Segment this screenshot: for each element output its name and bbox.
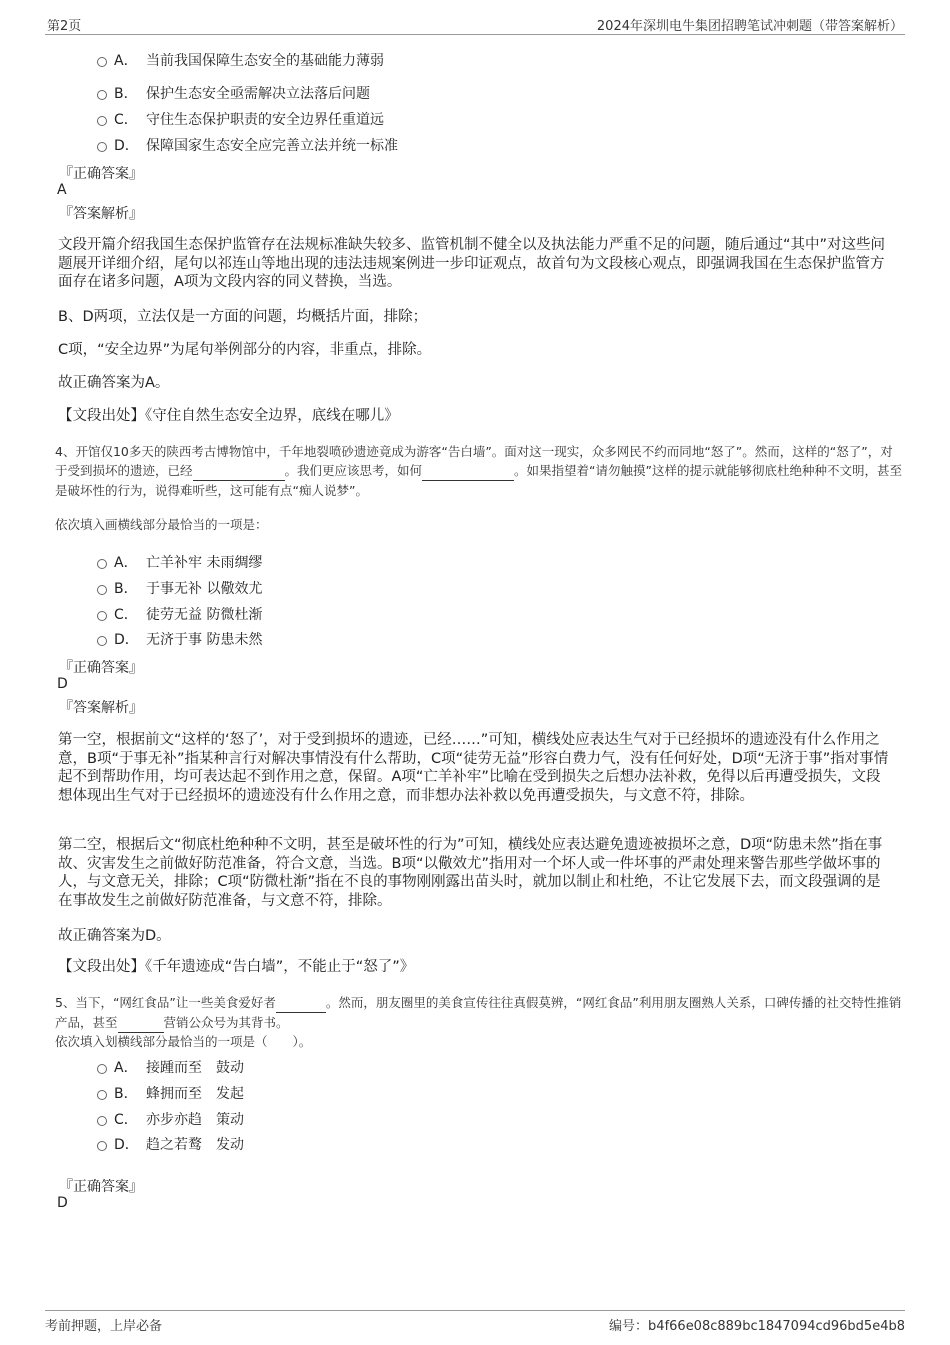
option-text: 保障国家生态安全应完善立法并统一标准 <box>146 138 398 154</box>
q3-option-d[interactable]: D． 保障国家生态安全应完善立法并统一标准 <box>97 135 398 155</box>
option-text: 守住生态保护职责的安全边界任重道远 <box>146 112 384 128</box>
q3-option-a[interactable]: A． 当前我国保障生态安全的基础能力薄弱 <box>97 50 384 70</box>
q4-option-d[interactable]: D． 无济于事 防患未然 <box>97 629 262 649</box>
q3-option-b[interactable]: B． 保护生态安全亟需解决立法落后问题 <box>97 83 370 103</box>
radio-button-icon[interactable] <box>97 90 107 100</box>
option-text: 徒劳无益 防微杜渐 <box>146 607 263 623</box>
q4-source: 【文段出处】《千年遗迹成“告白墙”，不能止于“怒了”》 <box>58 959 415 975</box>
fill-blank[interactable] <box>276 993 326 1013</box>
q3-answer: A <box>57 182 67 198</box>
q5-option-c[interactable]: C． 亦步亦趋 策动 <box>97 1109 244 1129</box>
radio-button-icon[interactable] <box>97 116 107 126</box>
q3-analysis-paragraph: C项，“安全边界”为尾句举例部分的内容，非重点，排除。 <box>58 342 432 358</box>
radio-button-icon[interactable] <box>97 1116 107 1126</box>
option-text: 保护生态安全亟需解决立法落后问题 <box>146 86 370 102</box>
radio-button-icon[interactable] <box>97 559 107 569</box>
q5-prompt: 依次填入划横线部分最恰当的一项是（ ）。 <box>55 1034 312 1049</box>
radio-button-icon[interactable] <box>97 1064 107 1074</box>
page-footer <box>45 1310 905 1337</box>
footer-slogan: 考前押题，上岸必备 <box>45 1319 163 1334</box>
q4-option-c[interactable]: C． 徒劳无益 防微杜渐 <box>97 604 262 624</box>
fill-blank[interactable] <box>422 461 514 481</box>
q4-analysis-label: 『答案解析』 <box>59 700 143 716</box>
document-title: 2024年深圳电牛集团招聘笔试冲刺题（带答案解析） <box>596 19 903 34</box>
radio-button-icon[interactable] <box>97 611 107 621</box>
q4-analysis-paragraph: 第一空，根据前文“这样的‘怒了’，对于受到损坏的遗迹，已经……”可知，横线处应表达生气对于已经损坏的遗迹没有什么作用之意，B项“于事无补”指某种言行对解决事情没有什么帮助，C项“徒劳无益”形容白费力气，没有任何好处，D项“无济于事”指对事情起不到帮助作用，均可表达起不到作用之意，保留。A项“亡羊补牢”比喻在受到损失之后想办法补救，免得以后再遭受损失，文段想体现出生气对于已经损坏的遗迹没有什么作用之意，而非想办法补救以免再遭受损失，与文意不符，排除。 <box>58 732 889 804</box>
q4-option-a[interactable]: A． 亡羊补牢 未雨绸缪 <box>97 552 262 572</box>
q5-answer-label: 『正确答案』 <box>59 1179 143 1195</box>
q4-option-b[interactable]: B． 于事无补 以儆效尤 <box>97 578 262 598</box>
q4-analysis-paragraph: 第二空，根据后文“彻底杜绝种种不文明，甚至是破坏性的行为”可知，横线处应表达避免遗迹被损坏之意，D项“防患未然”指在事故、灾害发生之前做好防范准备，符合文意，当选。B项“以儆效尤”指用对一个坏人或一件坏事的严肃处理来警告那些学做坏事的人，与文意无关，排除；C项“防微杜渐”指在不良的事物刚刚露出苗头时，就加以制止和杜绝，不让它发展下去，而文段强调的是在事故发生之前做好防范准备，与文意不符，排除。 <box>58 837 883 909</box>
q3-analysis-paragraph: 文段开篇介绍我国生态保护监管存在法规标准缺失较多、监管机制不健全以及执法能力严重不足的问题，随后通过“其中”对这些问题展开详细介绍，尾句以祁连山等地出现的违法违规案例进一步印证观点，故首句为文段核心观点，即强调我国在生态保护监管方面存在诸多问题，A项为文段内容的同义替换，当选。 <box>58 237 886 290</box>
option-text: 接踵而至 鼓动 <box>146 1060 244 1076</box>
q5-answer: D <box>57 1195 68 1211</box>
option-text: 蜂拥而至 发起 <box>146 1086 244 1102</box>
q3-analysis-paragraph: B、D两项，立法仅是一方面的问题，均概括片面，排除； <box>58 309 428 325</box>
q5-option-a[interactable]: A． 接踵而至 鼓动 <box>97 1057 244 1077</box>
q4-prompt: 依次填入画横线部分最恰当的一项是： <box>55 517 268 532</box>
q3-analysis-label: 『答案解析』 <box>59 206 143 222</box>
q4-analysis-conclusion: 故正确答案为D。 <box>58 928 171 944</box>
radio-button-icon[interactable] <box>97 57 107 67</box>
option-text: 亦步亦趋 策动 <box>146 1112 244 1128</box>
q4-question-text: 4、开馆仅10多天的陕西考古博物馆中，千年地裂喷砂遗迹竟成为游客“告白墙”。面对这一现实，众多网民不约而同地“怒了”。然而，这样的“怒了”，对于受到损坏的遗迹，已经 。我们更应该思考，如何 。如果指望着“请勿触摸”这样的提示就能够彻底杜绝种种不文明，甚至是破坏性的行为，说得难听些，这可能有点“痴人说梦”。 <box>55 444 902 498</box>
radio-button-icon[interactable] <box>97 1090 107 1100</box>
document-id: 编号：b4f66e08c889bc1847094cd96bd5e4b8 <box>609 1319 905 1334</box>
radio-button-icon[interactable] <box>97 1141 107 1151</box>
page-header <box>45 12 905 35</box>
q4-answer: D <box>57 676 68 692</box>
option-text: 于事无补 以儆效尤 <box>146 581 263 597</box>
fill-blank[interactable] <box>118 1013 164 1033</box>
fill-blank[interactable] <box>193 461 285 481</box>
q4-answer-label: 『正确答案』 <box>59 660 143 676</box>
q5-option-d[interactable]: D． 趋之若鹜 发动 <box>97 1134 244 1154</box>
q3-option-c[interactable]: C． 守住生态保护职责的安全边界任重道远 <box>97 109 384 129</box>
q5-option-b[interactable]: B． 蜂拥而至 发起 <box>97 1083 244 1103</box>
option-text: 趋之若鹜 发动 <box>146 1137 244 1153</box>
option-text: 亡羊补牢 未雨绸缪 <box>146 555 263 571</box>
radio-button-icon[interactable] <box>97 142 107 152</box>
q3-source: 【文段出处】《守住自然生态安全边界，底线在哪儿》 <box>58 408 399 424</box>
radio-button-icon[interactable] <box>97 585 107 595</box>
q3-answer-label: 『正确答案』 <box>59 166 143 182</box>
q5-question-text: 5、当下，“网红食品”让一些美食爱好者 。然而，朋友圈里的美食宣传往往真假莫辨，“网红食品”利用朋友圈熟人关系，口碑传播的社交特性推销产品，甚至 营销公众号为其背书。 <box>55 993 903 1033</box>
q3-analysis-conclusion: 故正确答案为A。 <box>58 375 170 391</box>
page-number: 第2页 <box>47 19 82 34</box>
option-text: 无济于事 防患未然 <box>146 632 263 648</box>
option-text: 当前我国保障生态安全的基础能力薄弱 <box>146 53 384 69</box>
radio-button-icon[interactable] <box>97 636 107 646</box>
